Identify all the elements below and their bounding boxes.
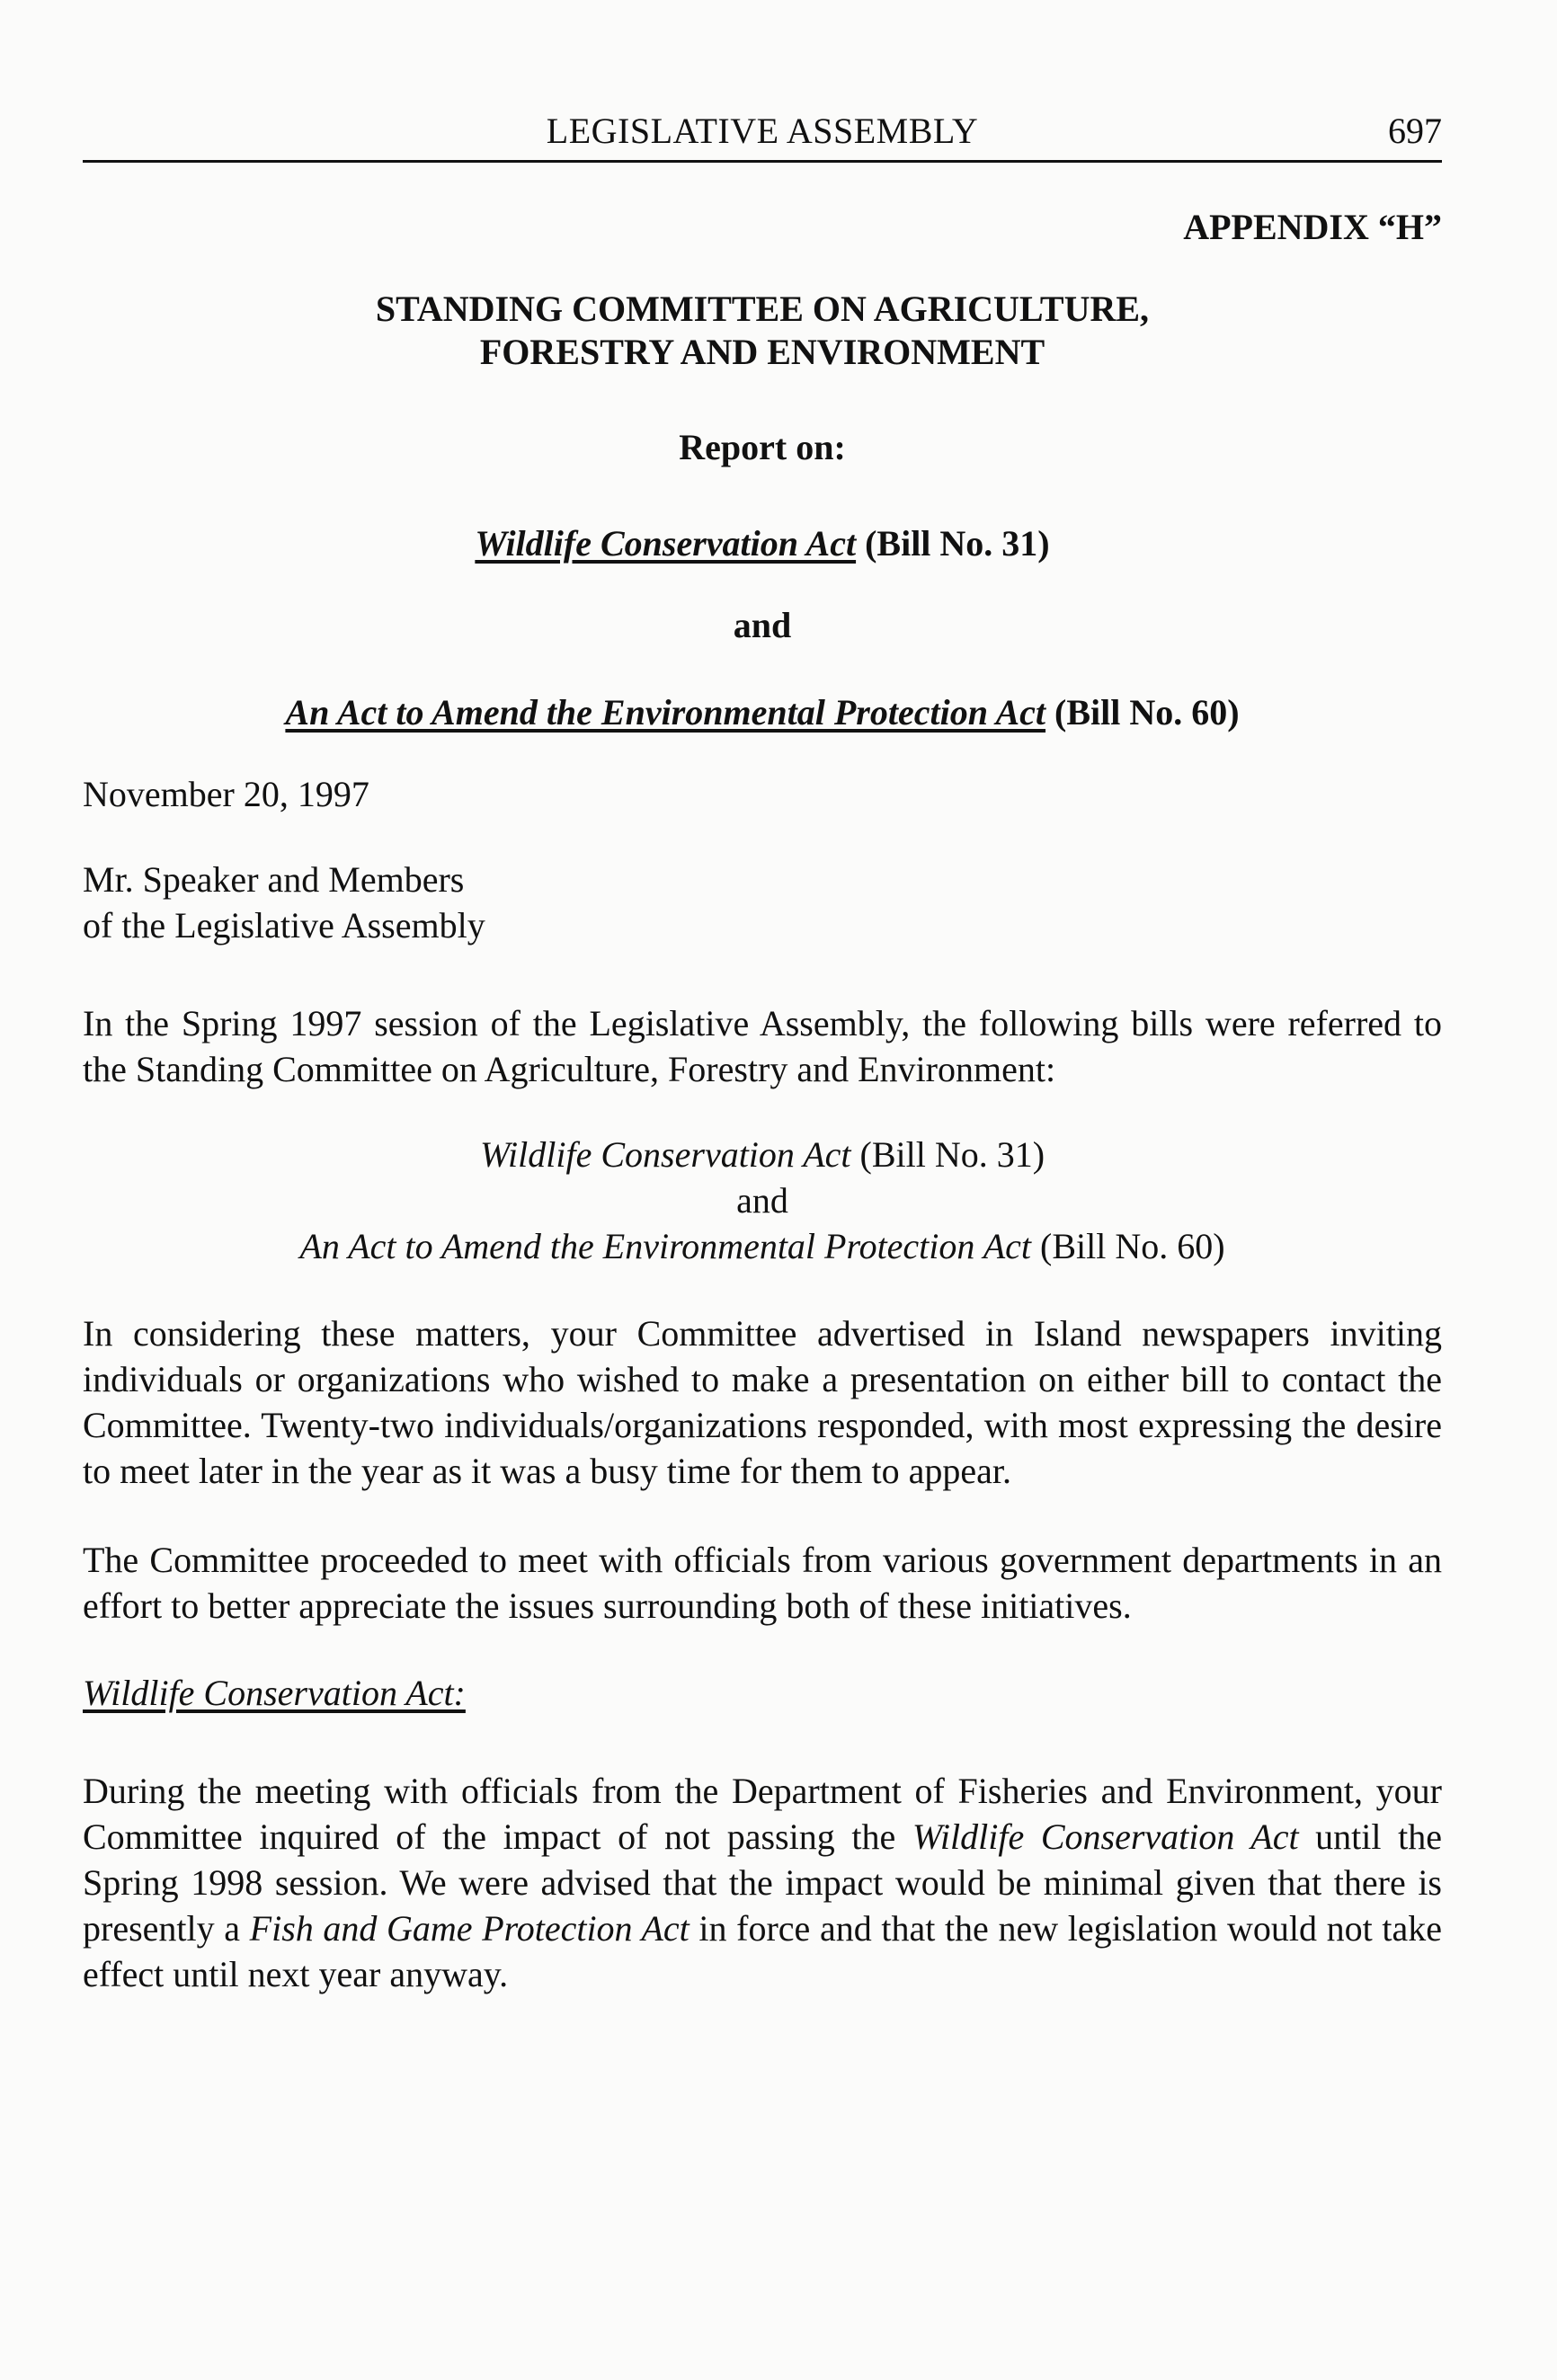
- committee-title: [83, 288, 1442, 374]
- bill-31-number: (Bill No. 31): [856, 523, 1050, 564]
- header-title: LEGISLATIVE ASSEMBLY: [546, 111, 979, 151]
- bill-60-title: An Act to Amend the Environmental Protection Act: [285, 692, 1046, 733]
- salutation-line-2: of the Legislative Assembly: [83, 905, 485, 946]
- bill-60-heading: [83, 689, 1442, 735]
- salutation-line-1: Mr. Speaker and Members: [83, 859, 465, 900]
- referred-bill-31-title: Wildlife Conservation Act: [479, 1134, 851, 1175]
- bill-60-number: (Bill No. 60): [1045, 692, 1240, 733]
- paragraph-officials: The Committee proceeded to meet with officials from various government departments in an effort to better appreciate the issues surrounding both of these initiatives.: [83, 1540, 1442, 1626]
- document-page: [83, 108, 1442, 1997]
- committee-title-line-2: FORESTRY AND ENVIRONMENT: [479, 332, 1045, 372]
- section-heading-wildlife: [83, 1670, 1442, 1716]
- paragraph-impact-part-2: until the Spring 1998 session. We were advised that the impact would be minimal given that there is presently a: [83, 1816, 1442, 1949]
- referred-bills-list: [83, 1132, 1442, 1269]
- and-heading: and: [733, 605, 792, 645]
- salutation: [83, 857, 1442, 948]
- report-on-heading: Report on:: [679, 427, 846, 467]
- paragraph-referral: In the Spring 1997 session of the Legislative Assembly, the following bills were referred to the Standing Committee on Agriculture, Forestry and Environment:: [83, 1003, 1442, 1089]
- paragraph-advertising: In considering these matters, your Committee advertised in Island newspapers inviting individuals or organizations who wished to make a presentation on either bill to contact the Committee. Twenty-two individuals/organizations responded, with most expressing the desire to meet later in the year as it was a busy time for them to appear.: [83, 1313, 1442, 1491]
- referred-bill-60: [83, 1223, 1442, 1269]
- bill-31-heading: [83, 520, 1442, 566]
- referred-bill-60-number: (Bill No. 60): [1031, 1226, 1225, 1266]
- referred-bill-31-number: (Bill No. 31): [850, 1134, 1045, 1175]
- appendix-label: APPENDIX “H”: [1183, 207, 1442, 247]
- paragraph-impact-italic-1: Wildlife Conservation Act: [912, 1816, 1299, 1857]
- running-header: [83, 108, 1442, 163]
- paragraph-impact-part-1: During the meeting with officials from the Department of Fisheries and Environment, your Committee inquired of the impact of not passing the: [83, 1771, 1442, 1857]
- paragraph-impact-part-3: in force and that the new legislation would not take effect until next year anyway.: [83, 1908, 1442, 1994]
- report-date: November 20, 1997: [83, 774, 369, 814]
- referred-bill-60-title: An Act to Amend the Environmental Protection Act: [299, 1226, 1031, 1266]
- referred-bill-31: [83, 1132, 1442, 1177]
- paragraph-impact-italic-2: Fish and Game Protection Act: [249, 1908, 690, 1949]
- section-heading-text: Wildlife Conservation Act:: [83, 1673, 466, 1713]
- page-number: 697: [1388, 111, 1442, 151]
- committee-title-line-1: STANDING COMMITTEE ON AGRICULTURE,: [375, 289, 1150, 329]
- paragraph-impact: [83, 1768, 1442, 1997]
- referred-bills-and: and: [736, 1180, 788, 1221]
- bill-31-title: Wildlife Conservation Act: [475, 523, 857, 564]
